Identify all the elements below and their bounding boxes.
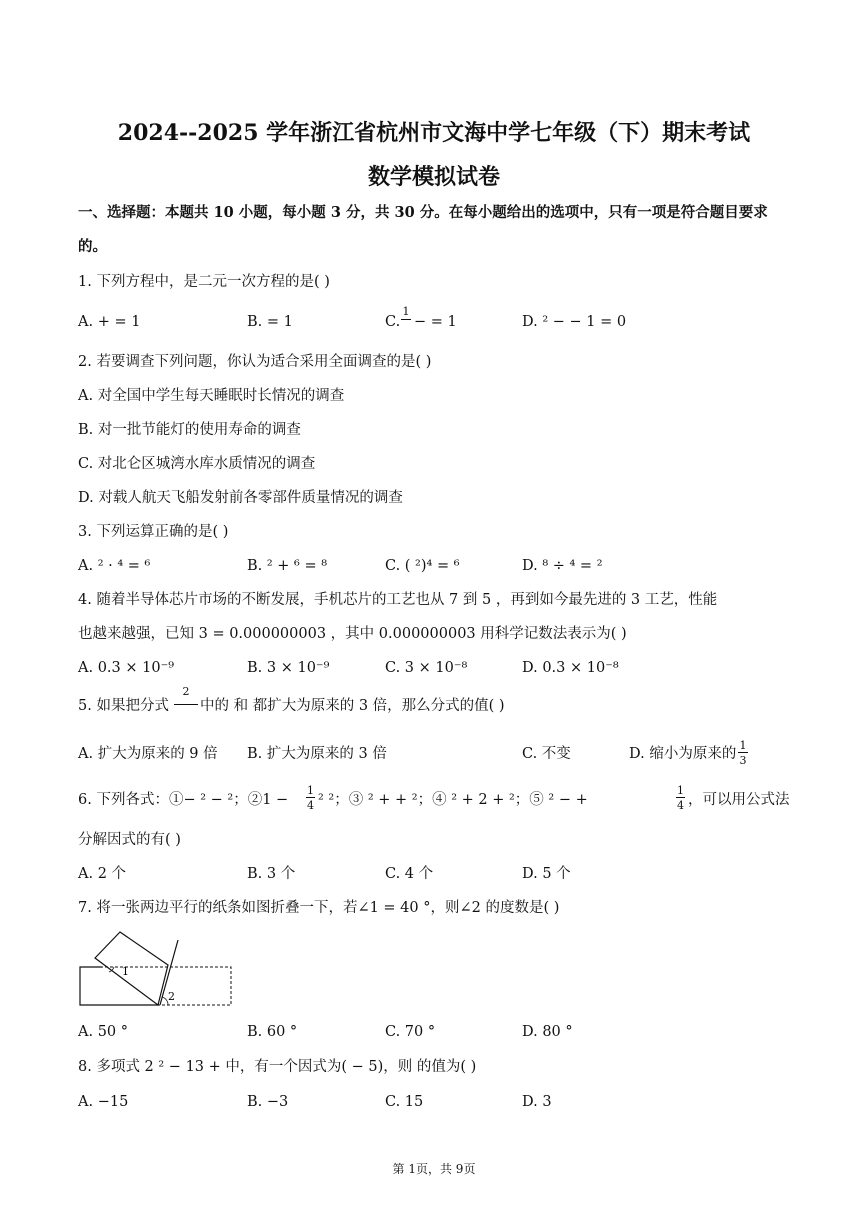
q1-option-c-rest: − = 1	[414, 314, 457, 330]
q8-option-a: A. −15	[78, 1094, 129, 1110]
page-footer: 第 1页，共 9页	[392, 1162, 476, 1176]
q6-option-d: D. 5 个	[522, 866, 571, 882]
q4-stem-line2: 也越来越强，已知 3 = 0.000000003 ，其中 0.000000003 用科学记数法表示为( )	[78, 626, 627, 642]
exam-title: 2024--2025 学年浙江省杭州市文海中学七年级（下）期末考试	[117, 120, 751, 146]
q2-option-c: C. 对北仑区城湾水库水质情况的调查	[78, 456, 316, 472]
q5-option-b: B. 扩大为原来的 3 倍	[247, 746, 387, 762]
q7-strip-dashed-outline	[80, 967, 231, 1005]
q6-option-c: C. 4 个	[385, 866, 434, 882]
q3-option-c: C. ( ²)⁴ = ⁶	[385, 558, 460, 574]
q6-stem-line2: 分解因式的有( )	[78, 832, 181, 848]
q4-stem-line1: 4. 随着半导体芯片市场的不断发展，手机芯片的工艺也从 7 到 5 ，再到如今最先进的 3 工艺，性能	[78, 592, 718, 608]
q3-option-b: B. ² + ⁶ = ⁸	[247, 558, 328, 574]
q7-folded-flap	[95, 932, 168, 1005]
q4-option-a: A. 0.3 × 10⁻⁹	[78, 660, 175, 676]
q7-folded-strip-figure	[76, 928, 240, 1010]
q2-option-b: B. 对一批节能灯的使用寿命的调查	[78, 422, 301, 438]
q6-fraction1-denominator: 4	[307, 799, 314, 812]
q4-option-d: D. 0.3 × 10⁻⁸	[522, 660, 619, 676]
q7-option-c: C. 70 °	[385, 1024, 436, 1040]
q3-option-a: A. ² · ⁴ = ⁶	[78, 558, 151, 574]
q7-stem: 7. 将一张两边平行的纸条如图折叠一下，若∠1 = 40 °，则∠2 的度数是( )	[78, 900, 560, 916]
q5-option-a: A. 扩大为原来的 9 倍	[78, 746, 218, 762]
q1-option-c-fraction-bar	[401, 319, 411, 320]
q2-stem: 2. 若要调查下列问题，你认为适合采用全面调查的是( )	[78, 354, 432, 370]
q4-option-c: C. 3 × 10⁻⁸	[385, 660, 468, 676]
q6-fraction1-numerator: 1	[307, 784, 314, 797]
section-intro-line1: 一、选择题：本题共 10 小题，每小题 3 分，共 30 分。在每小题给出的选项中，只有一项是符合题目要求	[78, 204, 768, 221]
q7-option-d: D. 80 °	[522, 1024, 573, 1040]
q4-option-b: B. 3 × 10⁻⁹	[247, 660, 330, 676]
q1-option-c-numerator: 1	[402, 305, 410, 318]
q2-option-a: A. 对全国中学生每天睡眠时长情况的调查	[78, 388, 345, 404]
q1-option-b: B. = 1	[247, 314, 293, 330]
q1-stem: 1. 下列方程中，是二元一次方程的是( )	[78, 274, 330, 290]
q5-stem-rest: 中的 和 都扩大为原来的 3 倍，那么分式的值( )	[200, 698, 505, 714]
q5-fraction-numerator: 2	[182, 685, 190, 698]
section-intro-line2: 的。	[78, 238, 107, 255]
q8-option-d: D. 3	[522, 1094, 552, 1110]
q3-option-d: D. ⁸ ÷ ⁴ = ²	[522, 558, 603, 574]
q6-fraction2-denominator: 4	[677, 799, 684, 812]
q6-stem-part2: ² ²；③ ² + + ²；④ ² + 2 + ²；⑤ ² − +	[318, 792, 588, 808]
q5-fraction-bar	[174, 704, 198, 705]
q7-option-b: B. 60 °	[247, 1024, 298, 1040]
q1-option-d: D. ² − − 1 = 0	[522, 314, 627, 330]
q8-stem: 8. 多项式 2 ² − 13 + 中，有一个因式为( − 5)，则 的值为( )	[78, 1059, 477, 1075]
q1-option-a: A. + = 1	[78, 314, 141, 330]
q5-option-d-prefix: D. 缩小为原来的	[629, 746, 737, 762]
q7-angle1-label: 1	[122, 965, 129, 978]
q5-option-d-fraction-bar	[738, 752, 748, 753]
q6-fraction1-bar	[306, 797, 315, 798]
q6-fraction2-bar	[676, 797, 685, 798]
q1-option-c-prefix: C.	[385, 314, 401, 330]
exam-subtitle: 数学模拟试卷	[367, 164, 500, 190]
q7-strip-solid-edge	[80, 967, 158, 1005]
q6-stem-part3: ，可以用公式法	[688, 792, 790, 808]
q2-option-d: D. 对载人航天飞船发射前各零部件质量情况的调查	[78, 490, 403, 506]
q5-option-d-denominator: 3	[739, 754, 747, 767]
q5-option-d-numerator: 1	[739, 739, 747, 752]
q7-angle2-label: 2	[168, 990, 175, 1003]
q8-option-b: B. −3	[247, 1094, 289, 1110]
q3-stem: 3. 下列运算正确的是( )	[78, 524, 229, 540]
q6-option-b: B. 3 个	[247, 866, 296, 882]
q5-option-c: C. 不变	[522, 746, 571, 762]
q6-fraction2-numerator: 1	[677, 784, 684, 797]
q6-stem-part1: 6. 下列各式：①− ² − ²；②1 −	[78, 792, 289, 808]
q6-option-a: A. 2 个	[78, 866, 127, 882]
q8-option-c: C. 15	[385, 1094, 424, 1110]
q7-option-a: A. 50 °	[78, 1024, 128, 1040]
q5-stem-prefix: 5. 如果把分式	[78, 698, 169, 714]
